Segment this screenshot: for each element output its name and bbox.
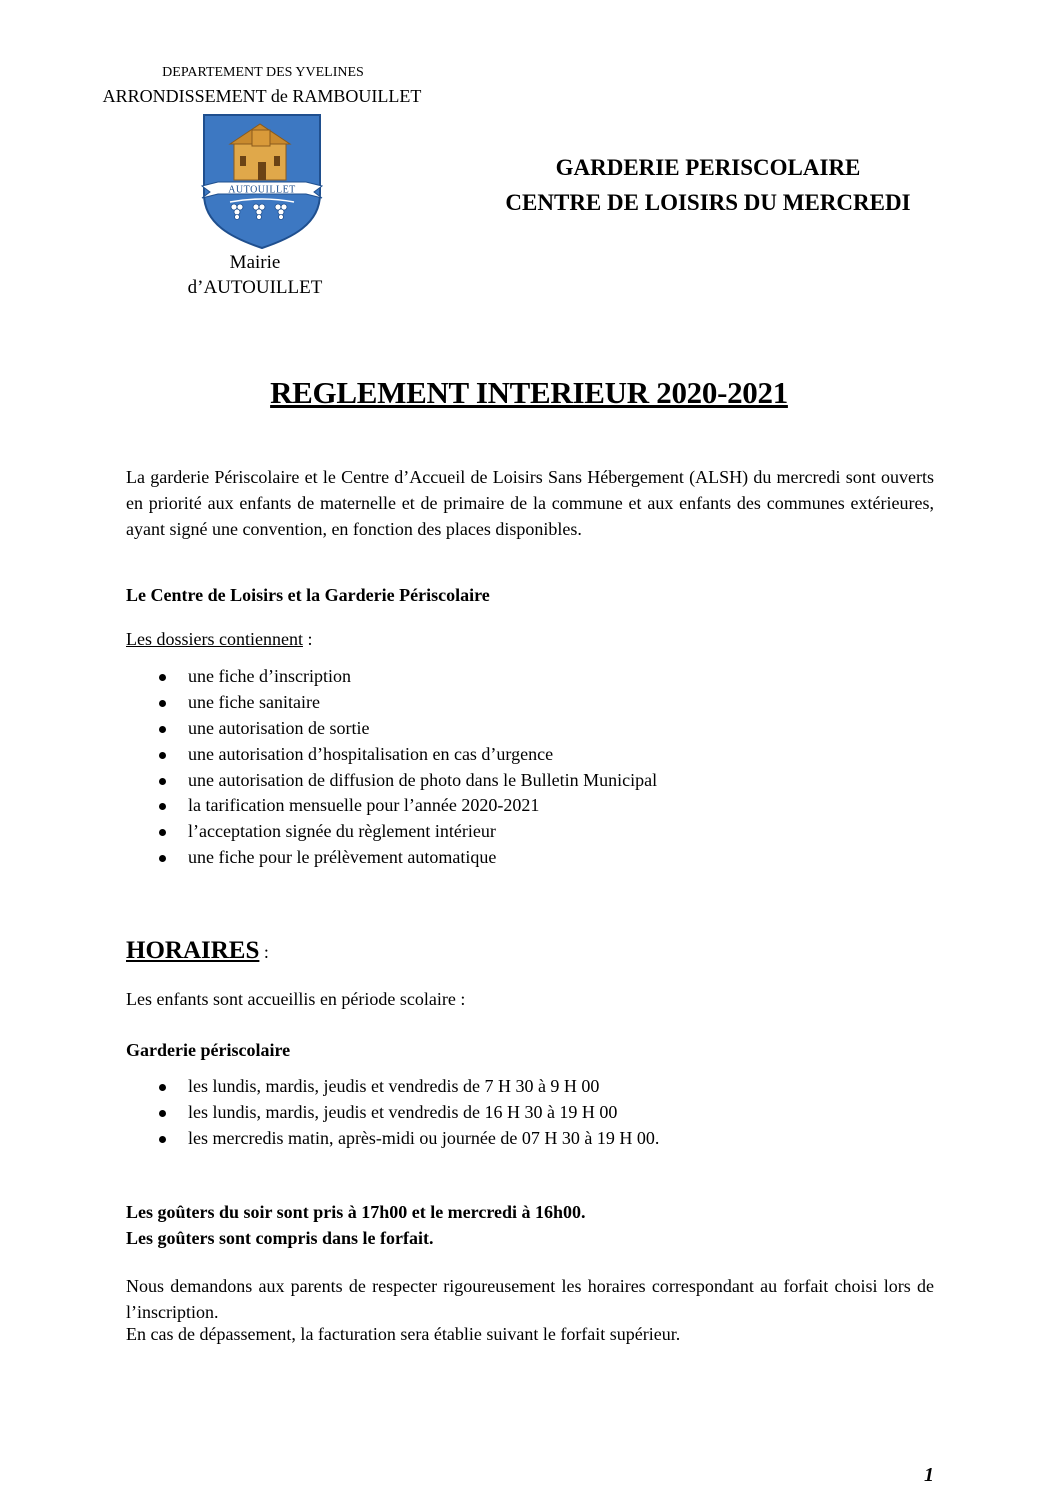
horaires-heading — [126, 937, 269, 965]
dossiers-label-text: Les dossiers contiennent — [126, 629, 303, 649]
bullet-icon — [159, 829, 166, 836]
svg-text:AUTOUILLET: AUTOUILLET — [228, 184, 296, 196]
bullet-icon — [159, 778, 166, 785]
mairie-line-2: d’AUTOUILLET — [187, 277, 323, 298]
list-item-text: une autorisation de diffusion de photo dans le Bulletin Municipal — [188, 769, 658, 790]
horaires-heading-text: HORAIRES — [126, 937, 260, 964]
service-title-line-2: CENTRE DE LOISIRS DU MERCREDI — [505, 190, 911, 215]
list-item — [126, 768, 934, 794]
bullet-icon — [159, 1110, 166, 1117]
list-item-text: une autorisation de sortie — [188, 717, 370, 738]
bullet-icon — [159, 752, 166, 759]
bullet-icon — [159, 1136, 166, 1143]
service-title — [440, 150, 976, 220]
list-item-text: une autorisation d’hospitalisation en cas d’urgence — [188, 743, 554, 764]
list-item — [126, 793, 934, 819]
bullet-icon — [159, 726, 166, 733]
department-label: DEPARTEMENT DES YVELINES — [162, 65, 364, 80]
list-item-text: une fiche pour le prélèvement automatique — [188, 847, 497, 868]
bullet-icon — [159, 1084, 166, 1091]
bullet-icon — [159, 803, 166, 810]
garderie-list — [126, 1074, 934, 1152]
dossiers-label-colon: : — [302, 629, 313, 649]
gouters-text — [126, 1199, 934, 1251]
list-item-text: la tarification mensuelle pour l’année 2020-2021 — [188, 795, 540, 816]
bullet-icon — [159, 855, 166, 862]
town-crest-logo — [200, 112, 324, 250]
list-item-text: les lundis, mardis, jeudis et vendredis de 16 H 30 à 19 H 00 — [188, 1101, 618, 1122]
depassement-paragraph: En cas de dépassement, la facturation sera établie suivant le forfait supérieur. — [126, 1324, 681, 1344]
list-item-text: une fiche d’inscription — [188, 666, 351, 686]
list-item — [126, 664, 934, 690]
list-item — [126, 819, 934, 845]
page-number: 1 — [924, 1464, 934, 1486]
list-item — [126, 1126, 934, 1152]
respect-paragraph: Nous demandons aux parents de respecter rigoureusement les horaires correspondant au forfait choisi lors de l’inscription. — [126, 1276, 934, 1322]
horaires-heading-colon: : — [259, 942, 269, 962]
list-item-text: l’acceptation signée du règlement intérieur — [188, 821, 496, 842]
bullet-icon — [159, 700, 166, 707]
list-item — [126, 690, 934, 716]
list-item — [126, 1100, 934, 1126]
bullet-icon — [159, 674, 166, 681]
gouters-line-1: Les goûters du soir sont pris à 17h00 et le mercredi à 16h00. — [126, 1202, 586, 1222]
document-title: REGLEMENT INTERIEUR 2020-2021 — [270, 375, 788, 410]
arrondissement-label: ARRONDISSEMENT de RAMBOUILLET — [102, 86, 422, 106]
list-item-text: une fiche sanitaire — [188, 691, 320, 712]
horaires-intro: Les enfants sont accueillis en période scolaire : — [126, 989, 466, 1009]
list-item — [126, 716, 934, 742]
dossiers-list — [126, 664, 934, 871]
list-item — [126, 845, 934, 871]
mairie-line-1: Mairie — [229, 252, 281, 273]
list-item — [126, 742, 934, 768]
mairie-label — [160, 250, 350, 300]
intro-paragraph: La garderie Périscolaire et le Centre d’Accueil de Loisirs Sans Hébergement (ALSH) du mercredi sont ouverts en priorité aux enfants de maternelle et de primaire de la commune et aux enfants des communes extérieures, ayant signé une convention, en fonction des places disponibles. — [126, 467, 934, 539]
gouters-line-2: Les goûters sont compris dans le forfait. — [126, 1228, 434, 1248]
section-centre-heading: Le Centre de Loisirs et la Garderie Périscolaire — [126, 585, 490, 605]
list-item-text: les lundis, mardis, jeudis et vendredis de 7 H 30 à 9 H 00 — [188, 1076, 600, 1096]
service-title-line-1: GARDERIE PERISCOLAIRE — [555, 155, 861, 180]
list-item — [126, 1074, 934, 1100]
dossiers-label — [126, 626, 934, 652]
list-item-text: les mercredis matin, après-midi ou journée de 07 H 30 à 19 H 00. — [188, 1127, 660, 1148]
garderie-heading: Garderie périscolaire — [126, 1040, 291, 1060]
